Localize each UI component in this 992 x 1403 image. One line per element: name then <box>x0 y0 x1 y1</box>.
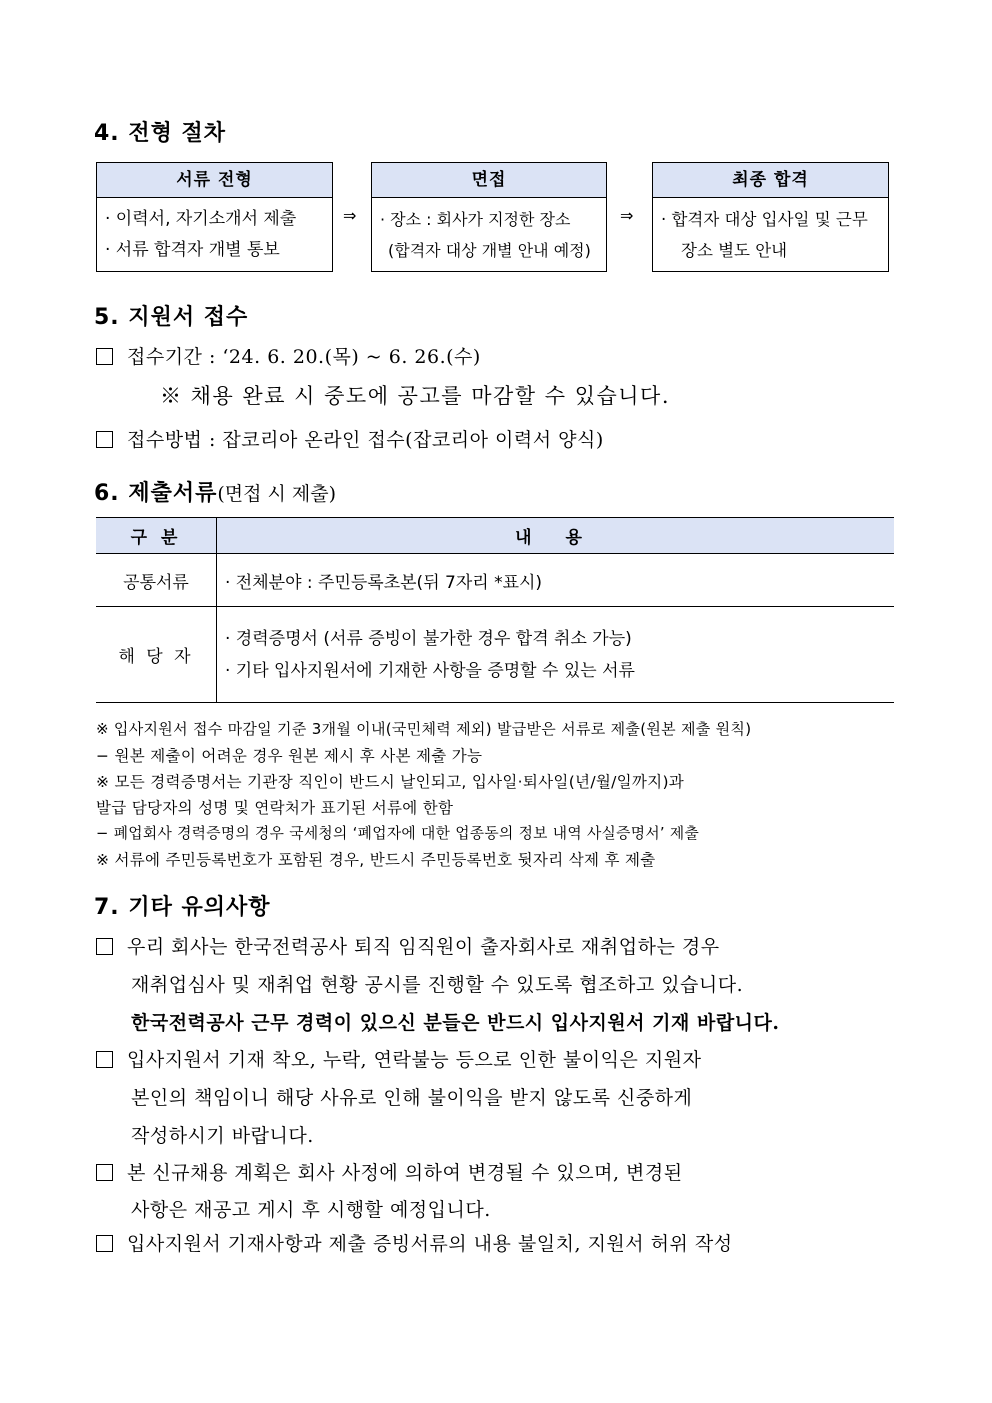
step-line: · 서류 합격자 개별 통보 <box>105 240 280 260</box>
step-head: 최종 합격 <box>653 163 888 198</box>
notice-item: 본 신규채용 계획은 회사 사정에 의하여 변경될 수 있으며, 변경된 <box>96 1158 683 1185</box>
step-document-screening <box>96 162 333 272</box>
row-label: 해 당 자 <box>96 607 217 703</box>
application-period: 접수기간 : ‘24. 6. 20.(목) ~ 6. 26.(수) <box>96 342 481 369</box>
note-line: − 폐업회사 경력증명의 경우 국세청의 ‘폐업자에 대한 업종동의 정보 내역 사실증명서’ 제출 <box>96 825 700 842</box>
notice-line: 사항은 재공고 게시 후 시행할 예정입니다. <box>131 1199 491 1221</box>
checkbox-icon <box>96 1235 113 1252</box>
documents-table <box>96 517 894 703</box>
row-content: · 경력증명서 (서류 증빙이 불가한 경우 합격 취소 가능) · 기타 입사지원서에 기재한 사항을 증명할 수 있는 서류 <box>217 607 895 703</box>
section-4-title: 4. 전형 절차 <box>94 121 226 146</box>
note-line: ※ 모든 경력증명서는 기관장 직인이 반드시 날인되고, 입사일·퇴사일(년/월/일까지)과 <box>96 773 685 791</box>
checkbox-icon <box>96 1051 113 1068</box>
step-line: · 합격자 대상 입사일 및 근무 <box>661 210 868 229</box>
checkbox-icon <box>96 1164 113 1181</box>
table-row <box>96 554 894 607</box>
row-content: · 전체분야 : 주민등록초본(뒤 7자리 *표시) <box>217 554 895 607</box>
notice-line: 재취업심사 및 재취업 현황 공시를 진행할 수 있도록 협조하고 있습니다. <box>131 974 744 996</box>
step-final-pass <box>652 162 889 272</box>
step-head: 서류 전형 <box>97 163 332 198</box>
step-interview <box>371 162 607 272</box>
step-line: · 장소 : 회사가 지정한 장소 <box>380 210 571 229</box>
note-line: ※ 입사지원서 접수 마감일 기준 3개월 이내(국민체력 제외) 발급받은 서류로 제출(원본 제출 원칙) <box>96 720 752 738</box>
note-line: ※ 서류에 주민등록번호가 포함된 경우, 반드시 주민등록번호 뒷자리 삭제 후 제출 <box>96 851 656 869</box>
right-arrow-icon: ⇒ <box>620 206 634 225</box>
table-row <box>96 607 894 703</box>
checkbox-icon <box>96 938 113 955</box>
checkbox-icon <box>96 431 113 448</box>
checkbox-icon <box>96 348 113 365</box>
col-content: 내 용 <box>217 518 895 554</box>
row-label: 공통서류 <box>96 554 217 607</box>
step-line: (합격자 대상 개별 안내 예정) <box>388 241 591 260</box>
notice-item: 입사지원서 기재 착오, 누락, 연락불능 등으로 인한 불이익은 지원자 <box>96 1045 701 1072</box>
notice-bold-line: 한국전력공사 근무 경력이 있으신 분들은 반드시 입사지원서 기재 바랍니다. <box>131 1012 780 1034</box>
step-line: 장소 별도 안내 <box>681 241 788 260</box>
section-5-title: 5. 지원서 접수 <box>94 305 249 330</box>
note-line: 발급 담당자의 성명 및 연락처가 표기된 서류에 한함 <box>96 799 454 817</box>
table-header-row <box>96 518 894 554</box>
application-method: 접수방법 : 잡코리아 온라인 접수(잡코리아 이력서 양식) <box>96 425 604 452</box>
note-line: − 원본 제출이 어려운 경우 원본 제시 후 사본 제출 가능 <box>96 747 483 765</box>
notice-line: 작성하시기 바랍니다. <box>131 1125 314 1147</box>
col-category: 구 분 <box>96 518 217 554</box>
step-line: · 이력서, 자기소개서 제출 <box>105 209 297 229</box>
section-6-title: 6. 제출서류(면접 시 제출) <box>94 481 337 506</box>
section-7-title: 7. 기타 유의사항 <box>94 895 271 920</box>
step-head: 면접 <box>372 163 606 198</box>
notice-line: 본인의 책임이니 해당 사유로 인해 불이익을 받지 않도록 신중하게 <box>131 1087 693 1109</box>
notice-item: 우리 회사는 한국전력공사 퇴직 임직원이 출자회사로 재취업하는 경우 <box>96 932 720 959</box>
right-arrow-icon: ⇒ <box>343 206 357 225</box>
period-note: ※ 채용 완료 시 중도에 공고를 마감할 수 있습니다. <box>160 384 671 408</box>
notice-item: 입사지원서 기재사항과 제출 증빙서류의 내용 불일치, 지원서 허위 작성 <box>96 1229 733 1256</box>
